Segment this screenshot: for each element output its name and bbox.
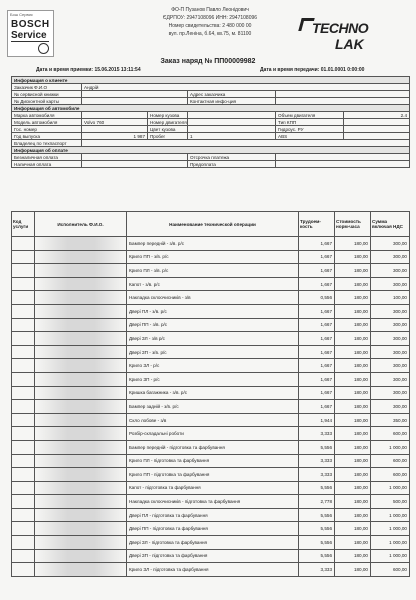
operation-name: Накладка склоочисників - з/в	[127, 291, 299, 305]
sum-value: 100,00	[371, 291, 410, 305]
service-code-cell	[12, 277, 35, 291]
executor-cell	[35, 386, 127, 400]
field-label: Гос. номер	[12, 126, 82, 133]
info-row	[12, 133, 410, 140]
rate-value: 180,00	[335, 372, 371, 386]
service-code-cell	[12, 359, 35, 373]
rate-value: 180,00	[335, 413, 371, 427]
rate-value: 180,00	[335, 563, 371, 577]
table-row	[12, 468, 410, 482]
col-header-code: Код услуги	[12, 212, 35, 237]
table-row	[12, 563, 410, 577]
rate-value: 180,00	[335, 237, 371, 251]
field-value	[82, 98, 188, 105]
sum-value: 300,00	[371, 250, 410, 264]
field-label: Заказчик Ф.И.О	[12, 84, 82, 91]
executor-cell	[35, 481, 127, 495]
executor-cell	[35, 400, 127, 414]
sum-value: 300,00	[371, 332, 410, 346]
service-code-cell	[12, 400, 35, 414]
hours-value: 5,556	[299, 508, 335, 522]
rate-value: 180,00	[335, 250, 371, 264]
executor-cell	[35, 237, 127, 251]
table-row	[12, 386, 410, 400]
field-value	[82, 126, 148, 133]
rate-value: 180,00	[335, 536, 371, 550]
executor-cell	[35, 264, 127, 278]
sum-value: 300,00	[371, 237, 410, 251]
operation-name: Крило ПЛ - з/в. р/с	[127, 264, 299, 278]
vehicle-section-header	[12, 105, 410, 112]
sum-value: 300,00	[371, 400, 410, 414]
operation-name: Капот - підготовка та фарбування	[127, 481, 299, 495]
operation-name: Двері ЗЛ - з/в р/с	[127, 332, 299, 346]
executor-cell	[35, 536, 127, 550]
rate-value: 180,00	[335, 359, 371, 373]
info-row	[12, 98, 410, 105]
info-table	[11, 76, 410, 168]
company-details	[130, 6, 290, 38]
service-code-cell	[12, 332, 35, 346]
executor-cell	[35, 332, 127, 346]
sum-value: 1 000,00	[371, 536, 410, 550]
logo-divider	[11, 41, 49, 42]
date-issue	[260, 67, 364, 73]
table-row	[12, 427, 410, 441]
bosch-brand-text: BOSCH	[11, 19, 50, 30]
service-code-cell	[12, 508, 35, 522]
operation-name: Двері ЗЛ - підготовка та фарбування	[127, 536, 299, 550]
sum-value: 600,00	[371, 563, 410, 577]
date-received	[36, 67, 141, 73]
sum-value: 500,00	[371, 495, 410, 509]
executor-cell	[35, 468, 127, 482]
field-value	[344, 126, 410, 133]
sum-value: 350,00	[371, 413, 410, 427]
operation-name: Двері ПП - з/в. р/с	[127, 318, 299, 332]
operation-name: Двері ПП - підготовка та фарбування	[127, 522, 299, 536]
rate-value: 180,00	[335, 277, 371, 291]
section-title: Информация об автомобиле	[12, 105, 410, 112]
table-row	[12, 481, 410, 495]
table-row	[12, 522, 410, 536]
rate-value: 180,00	[335, 481, 371, 495]
operation-name: Крило ЗП - р/с	[127, 372, 299, 386]
bosch-small-caption: Бош Сервис	[10, 12, 33, 17]
sum-value: 600,00	[371, 427, 410, 441]
sum-value: 600,00	[371, 468, 410, 482]
table-row	[12, 291, 410, 305]
executor-cell	[35, 427, 127, 441]
payment-section-header	[12, 147, 410, 154]
sum-value: 1 000,00	[371, 549, 410, 563]
executor-cell	[35, 372, 127, 386]
hours-value: 1,667	[299, 264, 335, 278]
info-row	[12, 112, 410, 119]
executor-cell	[35, 304, 127, 318]
lak-logo-text: LAK	[335, 36, 364, 52]
executor-cell	[35, 345, 127, 359]
service-code-cell	[12, 318, 35, 332]
table-row	[12, 237, 410, 251]
field-value	[276, 154, 410, 161]
service-code-cell	[12, 495, 35, 509]
info-row	[12, 119, 410, 126]
order-dates	[10, 67, 410, 76]
executor-cell	[35, 318, 127, 332]
field-value	[82, 154, 188, 161]
service-code-cell	[12, 440, 35, 454]
operation-name: Бампер передній - з/в. р/с	[127, 237, 299, 251]
hours-value: 5,556	[299, 522, 335, 536]
executor-cell	[35, 250, 127, 264]
service-code-cell	[12, 345, 35, 359]
table-row	[12, 495, 410, 509]
hours-value: 1,667	[299, 304, 335, 318]
vehicle-mileage: 1	[188, 133, 276, 140]
field-value	[82, 161, 188, 168]
sum-value: 1 000,00	[371, 508, 410, 522]
operations-header-row	[12, 212, 410, 237]
service-code-cell	[12, 563, 35, 577]
bosch-service-text: Service	[11, 30, 47, 41]
sum-value: 300,00	[371, 304, 410, 318]
rate-value: 180,00	[335, 304, 371, 318]
bosch-service-logo	[7, 10, 54, 57]
rate-value: 180,00	[335, 495, 371, 509]
field-label: Безналичная оплата	[12, 154, 82, 161]
rate-value: 180,00	[335, 291, 371, 305]
table-row	[12, 440, 410, 454]
engine-volume: 2.4	[344, 112, 410, 119]
executor-cell	[35, 413, 127, 427]
customer-name: Андрій	[82, 84, 410, 91]
service-code-cell	[12, 536, 35, 550]
rate-value: 180,00	[335, 318, 371, 332]
field-label: Объем двигателя	[276, 112, 344, 119]
sum-value: 600,00	[371, 454, 410, 468]
company-line: ЄДРПОУ: 2947108096 ИНН: 2947108096	[162, 15, 258, 21]
table-row	[12, 332, 410, 346]
table-row	[12, 454, 410, 468]
hours-value: 5,556	[299, 481, 335, 495]
rate-value: 180,00	[335, 549, 371, 563]
operation-name: Розбір-складальні роботи	[127, 427, 299, 441]
hours-value: 1,667	[299, 400, 335, 414]
table-row	[12, 318, 410, 332]
sum-value: 300,00	[371, 345, 410, 359]
field-value	[188, 126, 276, 133]
hours-value: 5,556	[299, 536, 335, 550]
service-code-cell	[12, 454, 35, 468]
field-value	[344, 119, 410, 126]
field-label: Номер двигателя	[148, 119, 188, 126]
executor-cell	[35, 277, 127, 291]
operations-table	[11, 211, 410, 577]
executor-cell	[35, 495, 127, 509]
rate-value: 180,00	[335, 522, 371, 536]
hours-value: 3,333	[299, 454, 335, 468]
field-value	[344, 133, 410, 140]
service-code-cell	[12, 237, 35, 251]
table-row	[12, 304, 410, 318]
field-label: № Дисконтной карты	[12, 98, 82, 105]
operation-name: Двері ПЛ - підготовка та фарбування	[127, 508, 299, 522]
field-value	[276, 91, 410, 98]
executor-cell	[35, 291, 127, 305]
table-row	[12, 400, 410, 414]
techno-logo-text: TECHNO	[312, 20, 369, 36]
field-label: Пробег	[148, 133, 188, 140]
section-title: Информация о клиенте	[12, 77, 410, 84]
col-header-rate: Стоимость норм-часа	[335, 212, 371, 237]
service-code-cell	[12, 413, 35, 427]
company-line: Номер свидетельства: 2 480 000 00	[168, 23, 252, 29]
rate-value: 180,00	[335, 264, 371, 278]
service-code-cell	[12, 549, 35, 563]
field-label: Модель автомобиля	[12, 119, 82, 126]
hours-value: 1,667	[299, 386, 335, 400]
col-header-operation: Наименование технической операции	[127, 212, 299, 237]
executor-cell	[35, 440, 127, 454]
hours-value: 1,667	[299, 250, 335, 264]
service-code-cell	[12, 372, 35, 386]
field-label: ABS	[276, 133, 344, 140]
rate-value: 180,00	[335, 427, 371, 441]
info-row	[12, 140, 410, 147]
executor-cell	[35, 522, 127, 536]
service-code-cell	[12, 304, 35, 318]
field-label: Отсрочка платежа	[188, 154, 276, 161]
field-label: № сервисной книжки	[12, 91, 82, 98]
table-row	[12, 508, 410, 522]
client-section-header	[12, 77, 410, 84]
operation-name: Накладка склоочисників - підготовка та фарбування	[127, 495, 299, 509]
service-code-cell	[12, 481, 35, 495]
hours-value: 1,667	[299, 318, 335, 332]
hours-value: 1,667	[299, 277, 335, 291]
col-header-executor: Исполнитель Ф.И.О.	[35, 212, 127, 237]
hours-value: 2,778	[299, 495, 335, 509]
service-code-cell	[12, 386, 35, 400]
table-row	[12, 250, 410, 264]
executor-cell	[35, 563, 127, 577]
executor-cell	[35, 454, 127, 468]
info-row	[12, 161, 410, 168]
sum-value: 1 000,00	[371, 481, 410, 495]
operation-name: Крило ЗЛ - підготовка та фарбування	[127, 563, 299, 577]
table-row	[12, 372, 410, 386]
col-header-sum: Сумма включая НДС	[371, 212, 410, 237]
field-label: Владелец по техпаспорт	[12, 140, 82, 147]
hours-value: 1,667	[299, 237, 335, 251]
field-value	[276, 98, 410, 105]
field-value	[188, 112, 276, 119]
operation-name: Крило ЗЛ - р/с	[127, 359, 299, 373]
service-code-cell	[12, 264, 35, 278]
rate-value: 180,00	[335, 400, 371, 414]
sum-value: 300,00	[371, 277, 410, 291]
sum-value: 300,00	[371, 318, 410, 332]
field-label: Номер кузова	[148, 112, 188, 119]
service-code-cell	[12, 427, 35, 441]
hours-value: 5,556	[299, 440, 335, 454]
rate-value: 180,00	[335, 345, 371, 359]
operation-name: Бампер передній - підготовка та фарбування	[127, 440, 299, 454]
service-code-cell	[12, 250, 35, 264]
rate-value: 180,00	[335, 332, 371, 346]
field-value	[276, 161, 410, 168]
hours-value: 3,333	[299, 563, 335, 577]
field-label: Контактная инфо-ция	[188, 98, 276, 105]
sum-value: 300,00	[371, 386, 410, 400]
table-row	[12, 536, 410, 550]
service-code-cell	[12, 522, 35, 536]
operation-name: Крило ПП - підготовка та фарбування	[127, 468, 299, 482]
hours-value: 1,667	[299, 359, 335, 373]
vehicle-model: Volvo 760	[82, 119, 148, 126]
section-title: Информация об оплате	[12, 147, 410, 154]
hours-value: 1,667	[299, 345, 335, 359]
info-row	[12, 91, 410, 98]
operation-name: Кришка багажника - з/в. р/с	[127, 386, 299, 400]
table-row	[12, 264, 410, 278]
rate-value: 180,00	[335, 468, 371, 482]
order-title: Заказ наряд № ПП00009982	[160, 58, 256, 65]
hours-value: 1,667	[299, 372, 335, 386]
field-value	[82, 140, 410, 147]
table-row	[12, 359, 410, 373]
date-received-value: 15.06.2015 13:11:54	[94, 67, 141, 73]
field-label: Цвет кузова	[148, 126, 188, 133]
operation-name: Капот - з/в. р/с	[127, 277, 299, 291]
vehicle-year: 1 987	[82, 133, 148, 140]
hours-value: 0,556	[299, 291, 335, 305]
company-line: вул. пр.Леніна, б.64, кв.75, м. 81100	[168, 31, 252, 37]
hours-value: 3,333	[299, 427, 335, 441]
executor-cell	[35, 508, 127, 522]
date-issue-value: 01.01.0001 0:00:00	[320, 67, 365, 73]
operation-name: Двері ЗП - підготовка та фарбування	[127, 549, 299, 563]
hours-value: 5,556	[299, 549, 335, 563]
field-label: Предоплата	[188, 161, 276, 168]
field-label: Наличная оплата	[12, 161, 82, 168]
operation-name: Крило ПЛ - підготовка та фарбування	[127, 454, 299, 468]
bosch-armature-icon	[38, 43, 49, 54]
field-label: Адрес заказчика	[188, 91, 276, 98]
table-row	[12, 413, 410, 427]
table-row	[12, 549, 410, 563]
hours-value: 1,667	[299, 332, 335, 346]
company-line: ФО-П Пузанов Павло Леонідович	[171, 7, 249, 13]
operations-body	[12, 237, 410, 577]
field-value	[82, 112, 148, 119]
executor-cell	[35, 549, 127, 563]
sum-value: 300,00	[371, 359, 410, 373]
sum-value: 300,00	[371, 372, 410, 386]
date-issue-label: Дата и время передачи:	[260, 67, 320, 73]
field-label: Марка автомобиля	[12, 112, 82, 119]
rate-value: 180,00	[335, 454, 371, 468]
service-code-cell	[12, 468, 35, 482]
hours-value: 1,944	[299, 413, 335, 427]
info-row	[12, 154, 410, 161]
executor-cell	[35, 359, 127, 373]
hours-value: 3,333	[299, 468, 335, 482]
field-value	[188, 119, 276, 126]
field-value	[82, 91, 188, 98]
sum-value: 300,00	[371, 264, 410, 278]
table-row	[12, 277, 410, 291]
rate-value: 180,00	[335, 386, 371, 400]
operation-name: Крило ПП - з/в. р/с	[127, 250, 299, 264]
operation-name: Скло лобове - з/в	[127, 413, 299, 427]
operation-name: Двері ЗП - з/в. р/с	[127, 345, 299, 359]
operation-name: Бампер задній - з/в. р/с	[127, 400, 299, 414]
rate-value: 180,00	[335, 440, 371, 454]
info-row	[12, 84, 410, 91]
field-label: Гидроус. РУ	[276, 126, 344, 133]
operation-name: Двері ПЛ - з/в. р/с	[127, 304, 299, 318]
service-code-cell	[12, 291, 35, 305]
rate-value: 180,00	[335, 508, 371, 522]
info-row	[12, 126, 410, 133]
sum-value: 1 000,00	[371, 522, 410, 536]
date-received-label: Дата и время приемки:	[36, 67, 94, 73]
field-label: Год выпуска	[12, 133, 82, 140]
table-row	[12, 345, 410, 359]
sum-value: 1 000,00	[371, 440, 410, 454]
col-header-hours: Трудоем-кость	[299, 212, 335, 237]
field-label: Тип КПП	[276, 119, 344, 126]
